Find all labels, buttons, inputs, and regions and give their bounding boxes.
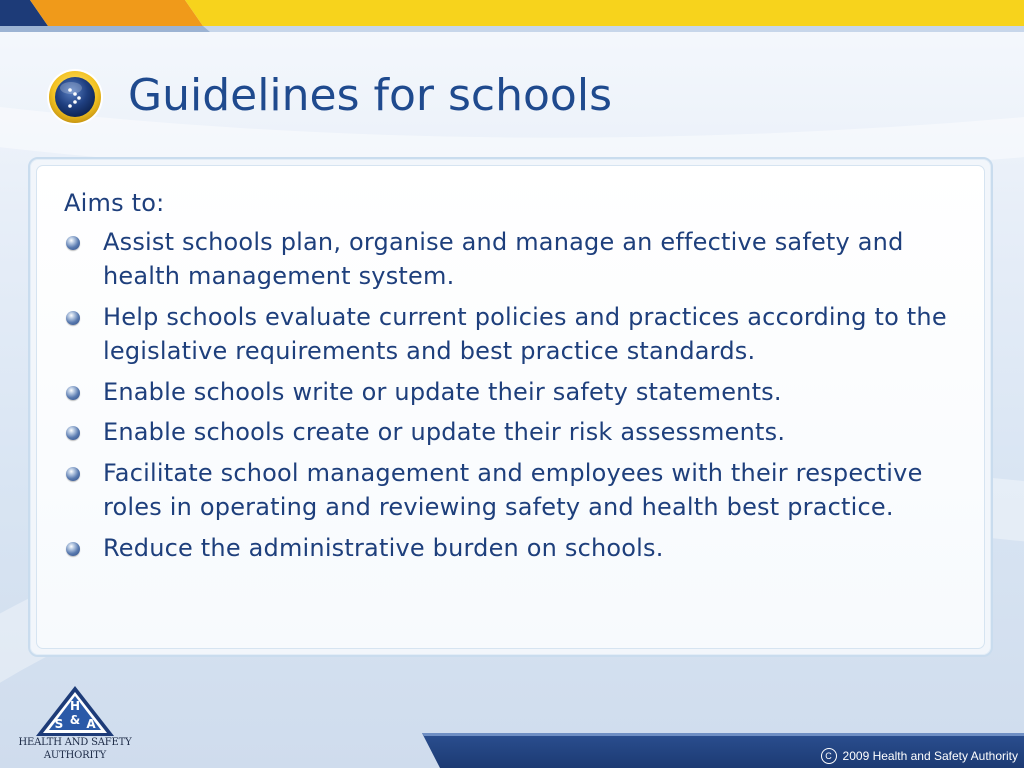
bullet-text: Help schools evaluate current policies and practices according to the legislative requirements and best practice standards. [103,302,947,365]
logo-name-line1: HEALTH AND SAFETY [18,737,132,748]
sphere-bullet-icon [66,426,80,440]
copyright-text: 2009 Health and Safety Authority [842,749,1018,763]
sphere-bullet-icon [66,386,80,400]
bullet-text: Facilitate school management and employees with their respective roles in operating and reviewing safety and health best practice. [103,458,923,521]
bullet-item [64,415,964,450]
bullet-list [64,225,964,566]
content-text [64,186,964,571]
bullet-item [64,456,964,525]
logo-letter-s: S [54,717,64,731]
sphere-bullet-icon [66,542,80,556]
content-panel [28,157,993,657]
logo-name [8,736,142,762]
page-title: Guidelines for schools [128,70,612,121]
logo-letter-a: A [86,717,96,731]
bullet-item [64,225,964,294]
copyright-notice [821,746,1018,766]
logo-name-line2: AUTHORITY [43,750,107,761]
bullet-text: Assist schools plan, organise and manage an effective safety and health management system. [103,227,904,290]
sphere-bullet-icon [66,311,80,325]
bullet-text: Enable schools write or update their safety statements. [103,377,782,406]
sphere-bullet-icon [66,236,80,250]
bullet-item [64,531,964,566]
bullet-text: Enable schools create or update their risk assessments. [103,418,786,446]
bullet-text: Reduce the administrative burden on schools. [103,533,664,562]
top-decorative-band [0,0,1024,32]
navigation-arrow-badge-icon [46,68,104,126]
bullet-item [64,300,964,369]
sphere-bullet-icon [66,467,80,481]
logo-letter-h: H [69,699,81,713]
logo-letter-ampersand: & [69,713,81,727]
copyright-icon: C [821,748,837,764]
bullet-item [64,375,964,410]
intro-text: Aims to: [64,189,165,217]
